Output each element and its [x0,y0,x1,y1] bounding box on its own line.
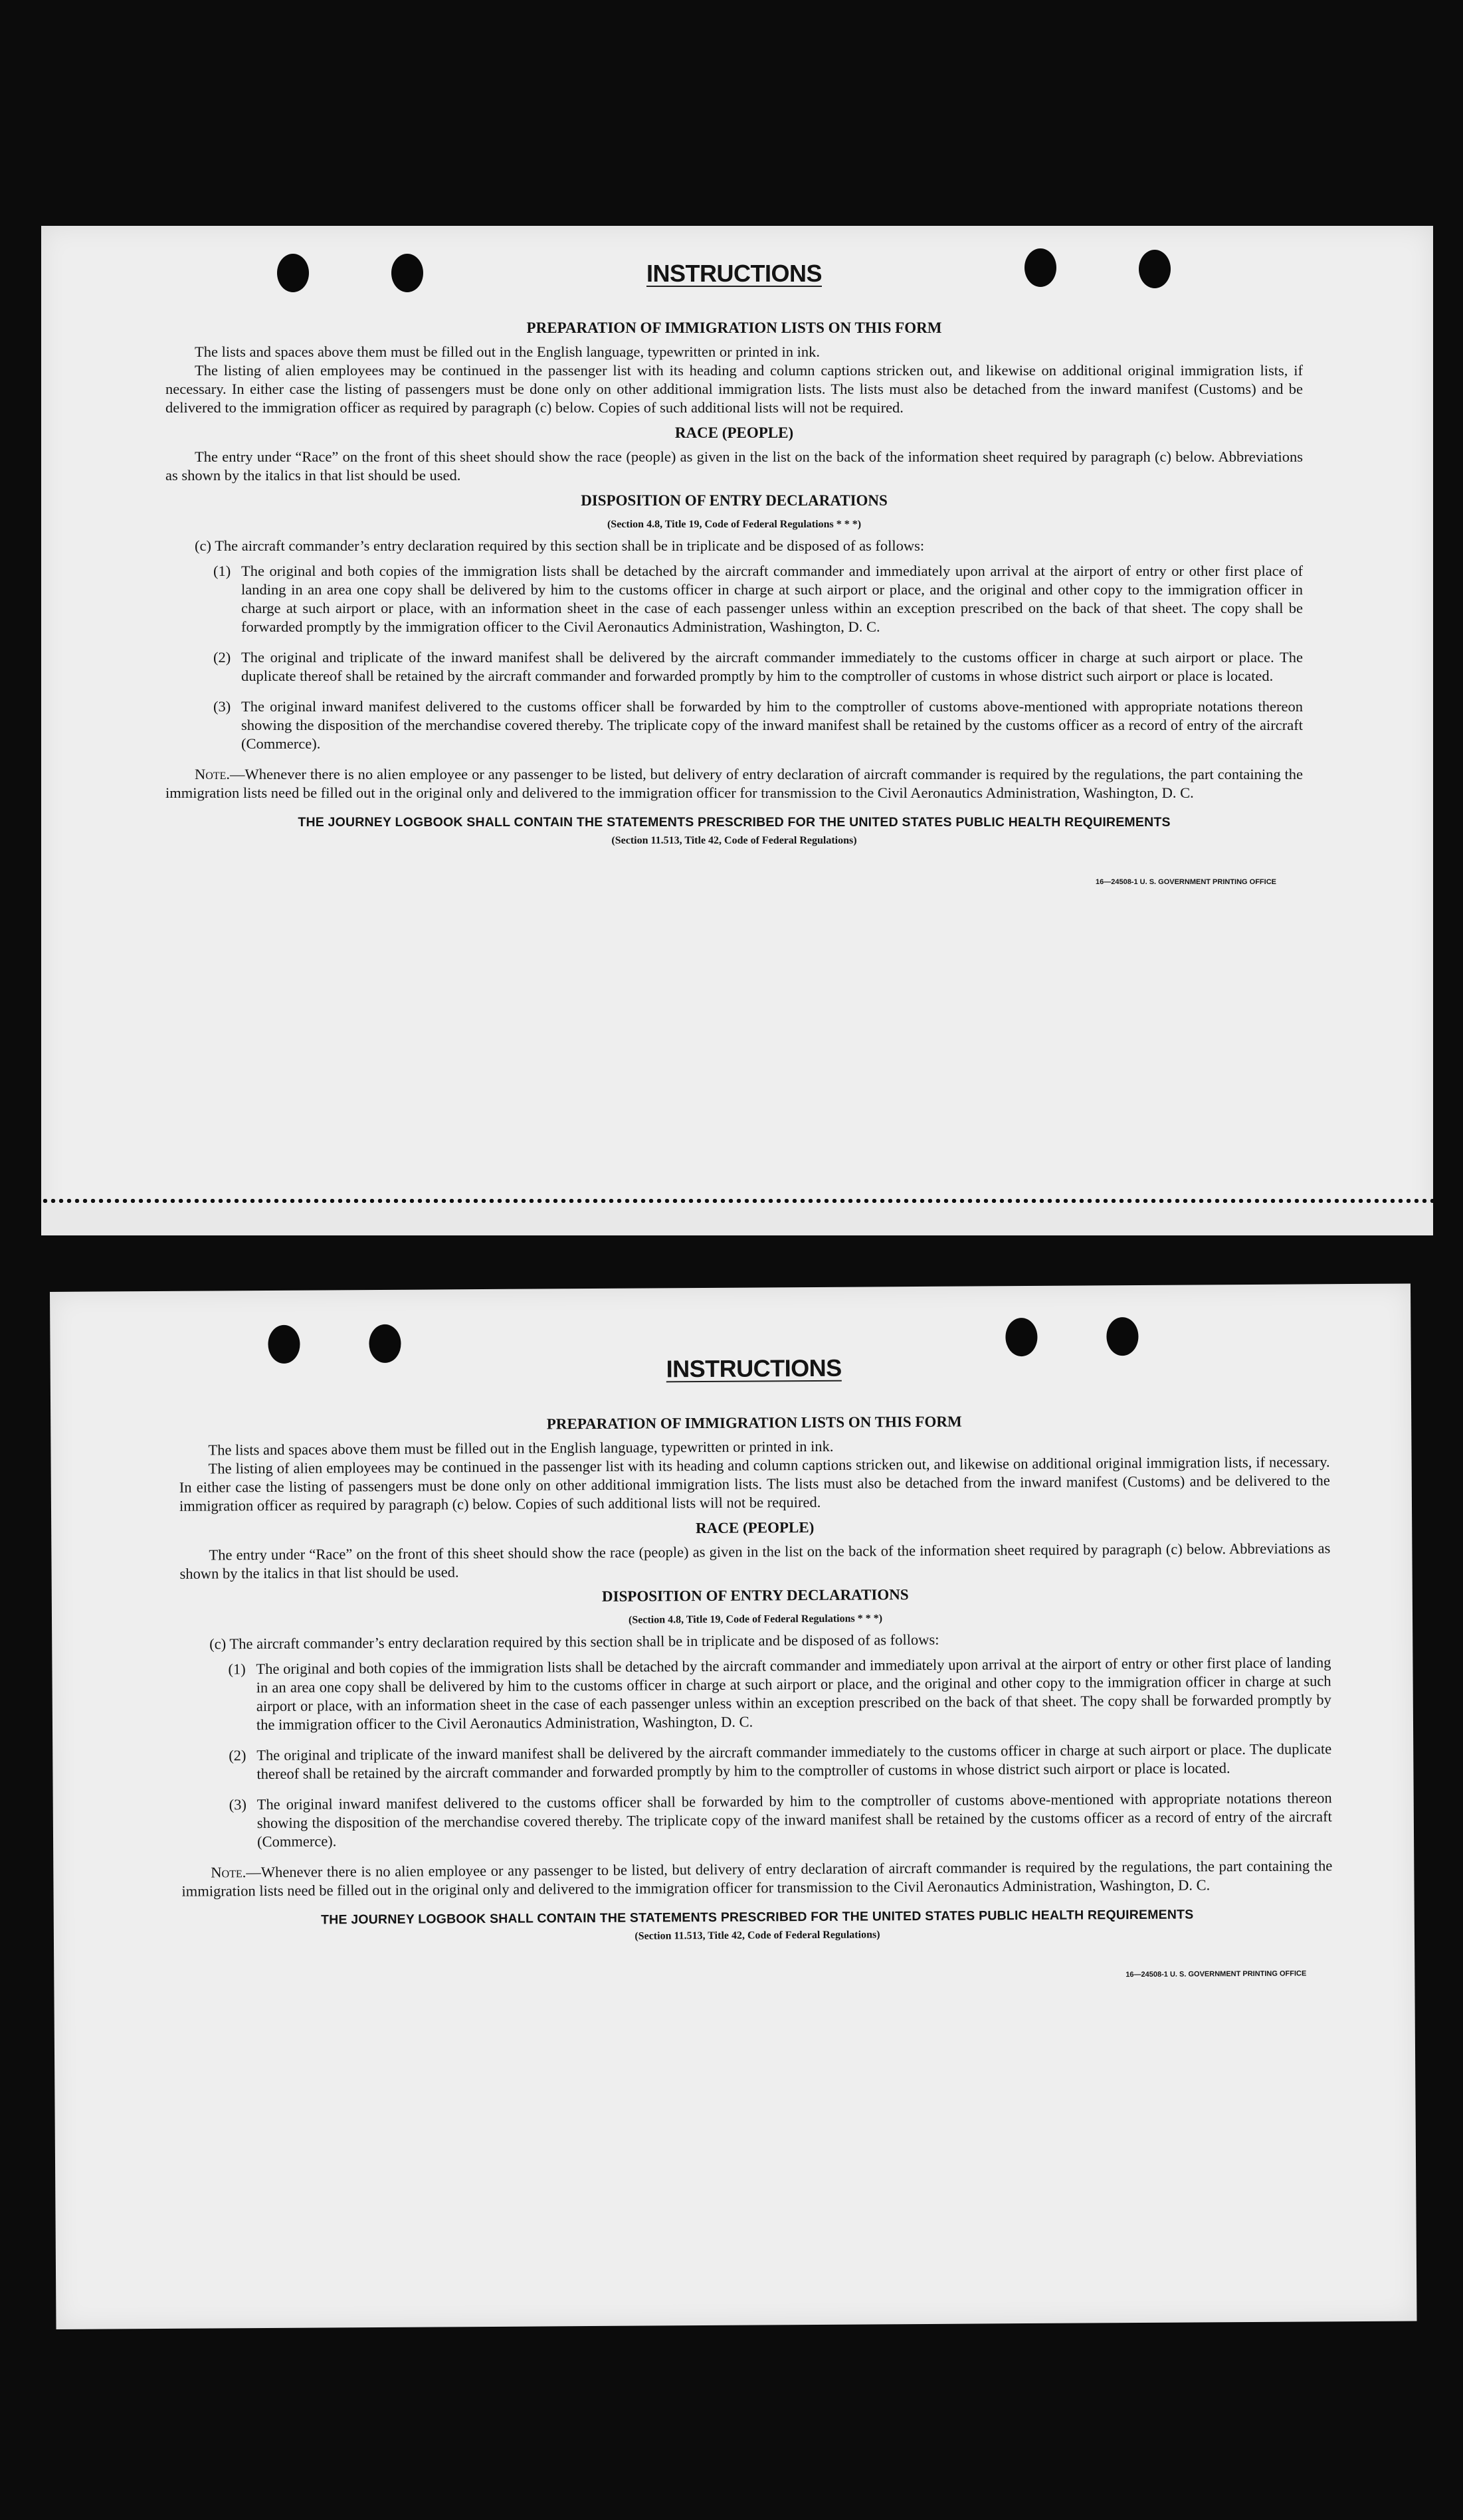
punch-hole [369,1324,401,1363]
punch-hole [1106,1317,1138,1356]
disposition-item-1 [213,562,1303,636]
note-label: Note. [195,766,230,782]
punch-hole [1005,1318,1037,1356]
item-text: The original and both copies of the immigration lists shall be detached by the aircraft commander and immediately upon arrival at the airport of entry or other first place of landing in an area one copy shall be delivered by him to the customs officer in charge at such airport or place, and the original and other copy to the immigration officer in charge at such airport or place, with an information sheet in the case of each passenger unless within an exception prescribed on the back of that sheet. The copy shall be forwarded promptly by the immigration officer to the Civil Aeronautics Administration, Washington, D. C. [241,563,1303,635]
disposition-item-2 [213,648,1303,685]
item-number: (2) [213,649,231,666]
item-text: The original inward manifest delivered to the customs officer shall be forwarded by him to the comptroller of customs above-mentioned with appropriate notations thereon showing the disposition of the merchandise covered thereby. The triplicate copy of the inward manifest shall be retained by the customs officer as a record of entry of the aircraft (Commerce). [241,698,1303,752]
item-text: The original inward manifest delivered to the customs officer shall be forwarded by him to the comptroller of customs above-mentioned with appropriate notations thereon showing the disposition of the merchandise covered thereby. The triplicate copy of the inward manifest shall be retained by the customs officer as a record of entry of the aircraft (Commerce). [256,1789,1332,1850]
item-text: The original and both copies of the immigration lists shall be detached by the aircraft commander and immediately upon arrival at the airport of entry or other first place of landing in an area one copy shall be delivered by him to the customs officer in charge at such airport or place, and the original and other copy to the immigration officer in charge at such airport or place, with an information sheet in the case of each passenger unless within an exception prescribed on the back of that sheet. The copy shall be forwarded promptly by the immigration officer to the Civil Aeronautics Administration, Washington, D. C. [256,1654,1331,1734]
note-label: Note. [211,1864,246,1881]
instructions-body [165,260,1303,891]
race-heading: RACE (PEOPLE) [695,1518,815,1537]
note-text: —Whenever there is no alien employee or any passenger to be listed, but delivery of entry declaration of aircraft commander is required by the regulations, the part containing the immigration lists need be filled out in the original only and delivered to the immigration officer for transmission to the Civil Aeronautics Administration, Washington, D. C. [165,766,1303,801]
disposition-item-3 [229,1789,1332,1851]
disposition-heading: DISPOSITION OF ENTRY DECLARATIONS [581,492,888,509]
preparation-paragraph-1: The lists and spaces above them must be filled out in the English language, typewritten or printed in ink. [195,343,821,360]
item-text: The original and triplicate of the inward manifest shall be delivered by the aircraft commander immediately to the customs officer in charge at such airport or place. The duplicate thereof shall be retained by the aircraft commander and forwarded promptly by him to the comptroller of customs in whose district such airport or place is located. [241,649,1303,684]
page-title: INSTRUCTIONS [666,1354,842,1383]
journey-citation: (Section 11.513, Title 42, Code of Federal Regulations) [634,1929,880,1942]
item-text: The original and triplicate of the inward manifest shall be delivered by the aircraft commander immediately to the customs officer in charge at such airport or place. The duplicate thereof shall be retained by the aircraft commander and forwarded promptly by him to the comptroller of customs in whose district such airport or place is located. [256,1740,1332,1783]
disposition-heading: DISPOSITION OF ENTRY DECLARATIONS [601,1586,909,1605]
item-number: (2) [229,1747,246,1764]
item-number: (3) [229,1796,247,1813]
instructions-body [179,1356,1333,1990]
race-paragraph: The entry under “Race” on the front of this sheet should show the race (people) as given in the list on the back of the information sheet required by paragraph (c) below. Abbreviations as shown by the italics in that list should be used. [179,1540,1331,1582]
page-title: INSTRUCTIONS [646,260,822,287]
item-number: (1) [228,1661,246,1678]
form-number: 16—24508-1 U. S. GOVERNMENT PRINTING OFFICE [1125,1969,1307,1979]
preparation-heading: PREPARATION OF IMMIGRATION LISTS ON THIS FORM [546,1413,962,1433]
note-paragraph [165,765,1303,802]
document-page-1 [41,226,1433,1235]
preparation-paragraph-2: The listing of alien employees may be continued in the passenger list with its heading and column captions stricken out, and likewise on additional original immigration lists, if necessary. In either case the listing of passengers must be done only on other additional immigration lists. The lists must also be detached from the inward manifest (Customs) and be delivered to the immigration officer as required by paragraph (c) below. Copies of such additional lists will not be required. [165,362,1303,416]
preparation-paragraph-2: The listing of alien employees may be continued in the passenger list with its heading and column captions stricken out, and likewise on additional original immigration lists, if necessary. In either case the listing of passengers must be done only on other additional immigration lists. The lists must also be detached from the inward manifest (Customs) and be delivered to the immigration officer as required by paragraph (c) below. Copies of such additional lists will not be required. [179,1453,1330,1514]
note-paragraph [181,1856,1332,1901]
journey-logbook-statement: THE JOURNEY LOGBOOK SHALL CONTAIN THE STATEMENTS PRESCRIBED FOR THE UNITED STATES PUBLIC HEALTH REQUIREMENTS [321,1907,1194,1928]
journey-logbook-statement: THE JOURNEY LOGBOOK SHALL CONTAIN THE STATEMENTS PRESCRIBED FOR THE UNITED STATES PUBLIC HEALTH REQUIREMENTS [298,815,1171,830]
note-text: —Whenever there is no alien employee or any passenger to be listed, but delivery of entry declaration of aircraft commander is required by the regulations, the part containing the immigration lists need be filled out in the original only and delivered to the immigration officer for transmission to the Civil Aeronautics Administration, Washington, D. C. [181,1857,1333,1900]
race-paragraph: The entry under “Race” on the front of this sheet should show the race (people) as given in the list on the back of the information sheet required by paragraph (c) below. Abbreviations as shown by the italics in that list should be used. [165,448,1303,484]
journey-citation: (Section 11.513, Title 42, Code of Federal Regulations) [611,835,857,846]
disposition-paragraph-c: (c) The aircraft commander’s entry declaration required by this section shall be in triplicate and be disposed of as follows: [195,537,925,554]
item-number: (1) [213,563,231,579]
perforated-stub [41,1203,1433,1235]
preparation-heading: PREPARATION OF IMMIGRATION LISTS ON THIS FORM [526,319,942,336]
disposition-item-3 [213,697,1303,753]
preparation-paragraph-1: The lists and spaces above them must be filled out in the English language, typewritten or printed in ink. [208,1437,834,1459]
disposition-citation: (Section 4.8, Title 19, Code of Federal Regulations * * *) [607,519,862,530]
race-heading: RACE (PEOPLE) [674,424,794,441]
punch-hole [268,1325,300,1364]
disposition-item-1 [228,1653,1331,1734]
document-page-2 [50,1283,1417,2329]
disposition-citation: (Section 4.8, Title 19, Code of Federal Regulations * * *) [628,1613,883,1626]
disposition-paragraph-c: (c) The aircraft commander’s entry declaration required by this section shall be in triplicate and be disposed of as follows: [209,1631,939,1653]
form-number: 16—24508-1 U. S. GOVERNMENT PRINTING OFFICE [1095,878,1276,886]
disposition-item-2 [229,1740,1332,1783]
item-number: (3) [213,698,231,715]
